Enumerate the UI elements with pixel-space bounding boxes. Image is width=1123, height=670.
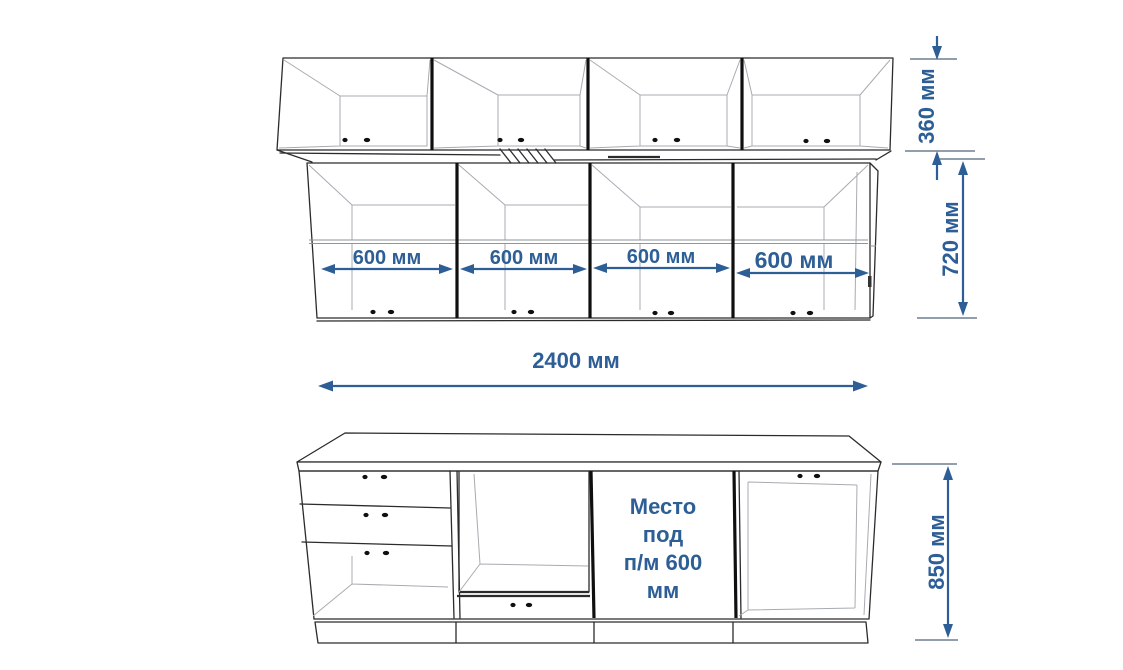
appliance-space-line-2: под (642, 522, 684, 547)
upper-cabinets-bottom-row (307, 163, 878, 321)
row-junction (277, 149, 891, 163)
dim-cabinet-width-2 (460, 247, 587, 274)
base-cabinets (297, 433, 881, 643)
dim-total-width-label: 2400 мм (532, 348, 620, 373)
appliance-space-line-1: Место (629, 494, 697, 519)
appliance-space-line-4: мм (646, 578, 680, 603)
appliance-space (624, 494, 703, 603)
dim-cabinet-width-3-label: 600 мм (626, 246, 696, 268)
upper-cabinets-top-row (277, 58, 893, 163)
dim-bottom-row-height (917, 159, 985, 318)
dim-cabinet-width-1 (321, 247, 453, 274)
countertop (297, 433, 881, 471)
drawer-cabinet (300, 475, 452, 616)
dim-base-height (892, 464, 958, 640)
door-cabinet (739, 474, 857, 616)
dim-bottom-row-height-label: 720 мм (938, 201, 963, 277)
dim-top-row-height-label: 360 мм (914, 68, 939, 144)
appliance-space-line-3: п/м 600 (623, 550, 703, 575)
oven-cavity-cabinet (457, 472, 590, 607)
dim-cabinet-width-1-label: 600 мм (352, 247, 422, 269)
bottom-row-hinge-dots (370, 310, 813, 315)
dim-cabinet-width-3 (593, 246, 730, 273)
dim-cabinet-width-4-label: 600 мм (754, 247, 834, 273)
dim-cabinet-width-2-label: 600 мм (489, 247, 559, 269)
plinth (315, 622, 868, 643)
dim-cabinet-width-4 (736, 247, 869, 278)
top-row-hinge-dots (342, 138, 830, 143)
dim-total-width (318, 348, 868, 392)
dim-base-height-label: 850 мм (924, 514, 949, 590)
